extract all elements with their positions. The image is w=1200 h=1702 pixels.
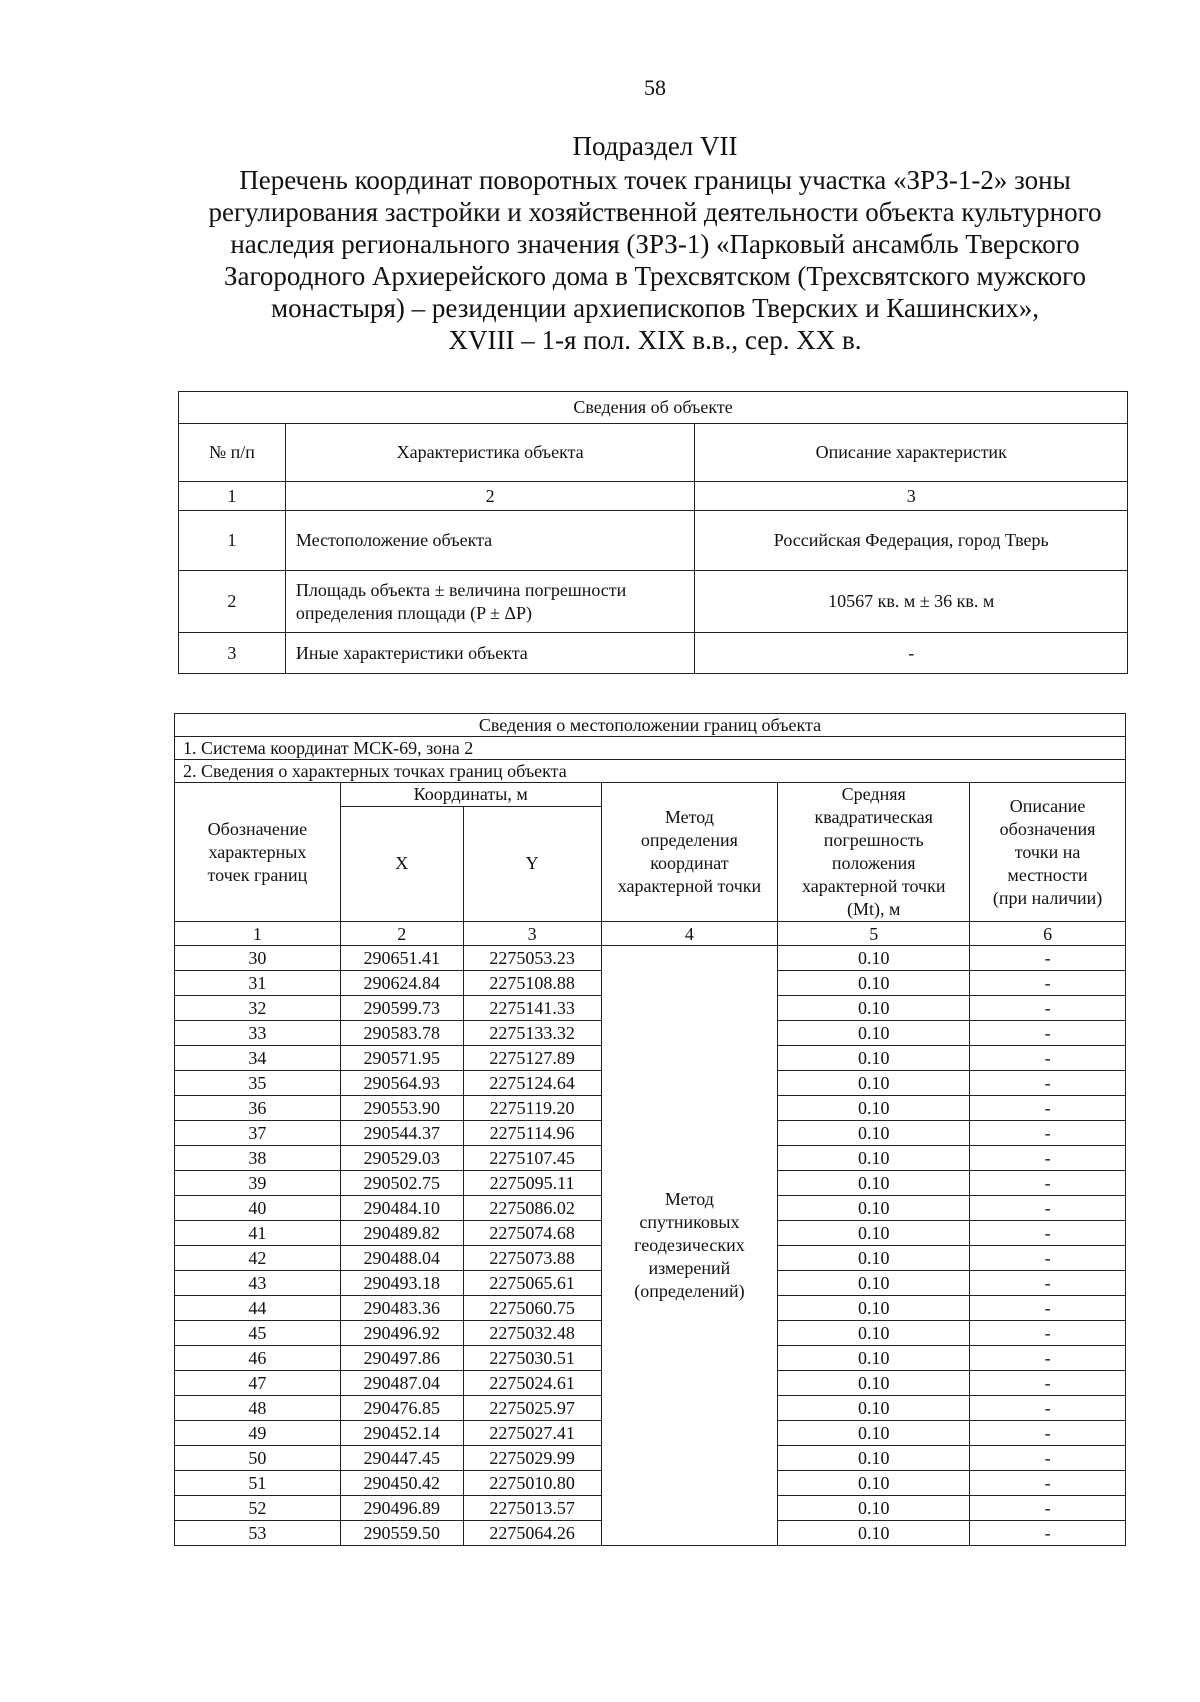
object-row-characteristic: Иные характеристики объекта [285,633,695,674]
point-designation: 45 [175,1321,341,1346]
point-y: 2275013.57 [463,1496,601,1521]
point-x: 290476.85 [340,1396,463,1421]
point-designation: 49 [175,1421,341,1446]
point-x: 290553.90 [340,1096,463,1121]
column-number: 4 [601,922,778,946]
point-y: 2275025.97 [463,1396,601,1421]
point-description: - [970,1221,1126,1246]
point-x: 290450.42 [340,1471,463,1496]
point-y: 2275010.80 [463,1471,601,1496]
point-description: - [970,1471,1126,1496]
point-x: 290583.78 [340,1021,463,1046]
point-description: - [970,1396,1126,1421]
point-mt: 0.10 [778,1071,970,1096]
header-description: Описание обозначения точки на местности (при наличии) [970,783,1126,922]
point-y: 2275065.61 [463,1271,601,1296]
point-designation: 47 [175,1371,341,1396]
point-designation: 46 [175,1346,341,1371]
object-row-number: 1 [179,511,286,571]
point-x: 290447.45 [340,1446,463,1471]
point-y: 2275141.33 [463,996,601,1021]
point-mt: 0.10 [778,1521,970,1546]
point-y: 2275064.26 [463,1521,601,1546]
point-designation: 37 [175,1121,341,1146]
point-mt: 0.10 [778,1496,970,1521]
object-col-number: 2 [285,482,695,511]
boundary-points-table [174,713,1126,1546]
points-caption: 2. Сведения о характерных точках границ объекта [175,760,1126,783]
object-row-number: 2 [179,571,286,633]
point-description: - [970,971,1126,996]
point-y: 2275060.75 [463,1296,601,1321]
header-x: X [340,806,463,922]
object-row-characteristic: Площадь объекта ± величина погрешности определения площади (P ± ΔP) [285,571,695,633]
point-y: 2275024.61 [463,1371,601,1396]
title-line: регулирования застройки и хозяйственной деятельности объекта культурного [208,197,1102,227]
point-description: - [970,1246,1126,1271]
column-number: 5 [778,922,970,946]
point-y: 2275108.88 [463,971,601,996]
point-x: 290529.03 [340,1146,463,1171]
point-description: - [970,1071,1126,1096]
point-y: 2275124.64 [463,1071,601,1096]
point-x: 290496.92 [340,1321,463,1346]
point-description: - [970,1346,1126,1371]
point-designation: 42 [175,1246,341,1271]
object-header-description: Описание характеристик [695,424,1128,482]
point-mt: 0.10 [778,1021,970,1046]
object-row-description: - [695,633,1128,674]
boundary-table-caption: Сведения о местоположении границ объекта [175,714,1126,737]
point-description: - [970,1521,1126,1546]
point-description: - [970,1421,1126,1446]
point-y: 2275133.32 [463,1021,601,1046]
method-value: Метод спутниковых геодезических измерений (определений) [601,946,778,1546]
column-number: 2 [340,922,463,946]
point-designation: 48 [175,1396,341,1421]
point-description: - [970,1021,1126,1046]
column-number: 6 [970,922,1126,946]
document-title [170,164,1140,356]
object-row [179,511,1128,571]
object-row [179,633,1128,674]
title-line: монастыря) – резиденции архиепископов Тверских и Кашинских», [271,293,1039,323]
object-row-number: 3 [179,633,286,674]
point-y: 2275127.89 [463,1046,601,1071]
point-description: - [970,1046,1126,1071]
point-description: - [970,1096,1126,1121]
object-row-description: 10567 кв. м ± 36 кв. м [695,571,1128,633]
point-x: 290483.36 [340,1296,463,1321]
point-mt: 0.10 [778,1296,970,1321]
point-description: - [970,1296,1126,1321]
point-mt: 0.10 [778,1271,970,1296]
point-y: 2275029.99 [463,1446,601,1471]
point-description: - [970,946,1126,971]
point-y: 2275030.51 [463,1346,601,1371]
title-line: Перечень координат поворотных точек границы участка «ЗРЗ-1-2» зоны [239,165,1071,195]
point-designation: 53 [175,1521,341,1546]
point-designation: 34 [175,1046,341,1071]
column-number: 3 [463,922,601,946]
point-mt: 0.10 [778,1396,970,1421]
point-mt: 0.10 [778,1046,970,1071]
header-y: Y [463,806,601,922]
point-description: - [970,1171,1126,1196]
point-mt: 0.10 [778,1171,970,1196]
object-col-number: 3 [695,482,1128,511]
point-x: 290487.04 [340,1371,463,1396]
object-row [179,571,1128,633]
object-info-table [178,391,1128,674]
point-description: - [970,1196,1126,1221]
title-line: Загородного Архиерейского дома в Трехсвятском (Трехсвятского мужского [223,261,1086,291]
point-description: - [970,996,1126,1021]
header-method: Метод определения координат характерной точки [601,783,778,922]
point-designation: 32 [175,996,341,1021]
point-designation: 40 [175,1196,341,1221]
object-row-characteristic: Местоположение объекта [285,511,695,571]
subsection-title: Подраздел VII [572,131,738,161]
point-designation: 30 [175,946,341,971]
point-x: 290452.14 [340,1421,463,1446]
table-row [175,946,1126,971]
point-mt: 0.10 [778,1321,970,1346]
point-y: 2275086.02 [463,1196,601,1221]
header-designation: Обозначение характерных точек границ [175,783,341,922]
point-designation: 41 [175,1221,341,1246]
point-x: 290571.95 [340,1046,463,1071]
point-mt: 0.10 [778,1221,970,1246]
point-x: 290484.10 [340,1196,463,1221]
object-col-number: 1 [179,482,286,511]
point-designation: 39 [175,1171,341,1196]
point-description: - [970,1146,1126,1171]
point-designation: 50 [175,1446,341,1471]
point-description: - [970,1271,1126,1296]
coordinate-system: 1. Система координат МСК-69, зона 2 [175,737,1126,760]
header-coordinates: Координаты, м [340,783,601,807]
point-description: - [970,1496,1126,1521]
point-y: 2275095.11 [463,1171,601,1196]
point-y: 2275027.41 [463,1421,601,1446]
point-designation: 31 [175,971,341,996]
point-designation: 36 [175,1096,341,1121]
point-mt: 0.10 [778,1371,970,1396]
point-x: 290488.04 [340,1246,463,1271]
point-designation: 52 [175,1496,341,1521]
object-header-number: № п/п [179,424,286,482]
point-mt: 0.10 [778,996,970,1021]
point-x: 290496.89 [340,1496,463,1521]
point-description: - [970,1121,1126,1146]
point-mt: 0.10 [778,1346,970,1371]
point-x: 290564.93 [340,1071,463,1096]
point-mt: 0.10 [778,946,970,971]
point-designation: 44 [175,1296,341,1321]
point-x: 290651.41 [340,946,463,971]
point-designation: 35 [175,1071,341,1096]
object-table-caption: Сведения об объекте [179,392,1128,424]
point-x: 290599.73 [340,996,463,1021]
point-description: - [970,1446,1126,1471]
point-mt: 0.10 [778,1196,970,1221]
point-designation: 33 [175,1021,341,1046]
object-row-description: Российская Федерация, город Тверь [695,511,1128,571]
point-mt: 0.10 [778,1146,970,1171]
point-designation: 43 [175,1271,341,1296]
point-y: 2275032.48 [463,1321,601,1346]
point-x: 290559.50 [340,1521,463,1546]
point-y: 2275114.96 [463,1121,601,1146]
point-x: 290489.82 [340,1221,463,1246]
point-x: 290493.18 [340,1271,463,1296]
point-mt: 0.10 [778,1471,970,1496]
point-mt: 0.10 [778,1246,970,1271]
point-mt: 0.10 [778,1446,970,1471]
point-y: 2275073.88 [463,1246,601,1271]
page-number: 58 [644,75,666,100]
object-header-characteristic: Характеристика объекта [285,424,695,482]
point-mt: 0.10 [778,1121,970,1146]
point-y: 2275074.68 [463,1221,601,1246]
column-number: 1 [175,922,341,946]
header-error: Средняя квадратическая погрешность положения характерной точки (Mt), м [778,783,970,922]
point-x: 290497.86 [340,1346,463,1371]
point-mt: 0.10 [778,1421,970,1446]
point-y: 2275119.20 [463,1096,601,1121]
point-description: - [970,1321,1126,1346]
point-description: - [970,1371,1126,1396]
point-x: 290502.75 [340,1171,463,1196]
point-designation: 38 [175,1146,341,1171]
title-line: XVIII – 1-я пол. XIX в.в., сер. XX в. [448,325,862,355]
point-y: 2275107.45 [463,1146,601,1171]
title-block [170,130,1140,356]
title-line: наследия регионального значения (ЗРЗ-1) «Парковый ансамбль Тверского [230,229,1080,259]
point-x: 290624.84 [340,971,463,996]
point-y: 2275053.23 [463,946,601,971]
point-x: 290544.37 [340,1121,463,1146]
point-mt: 0.10 [778,971,970,996]
point-mt: 0.10 [778,1096,970,1121]
point-designation: 51 [175,1471,341,1496]
